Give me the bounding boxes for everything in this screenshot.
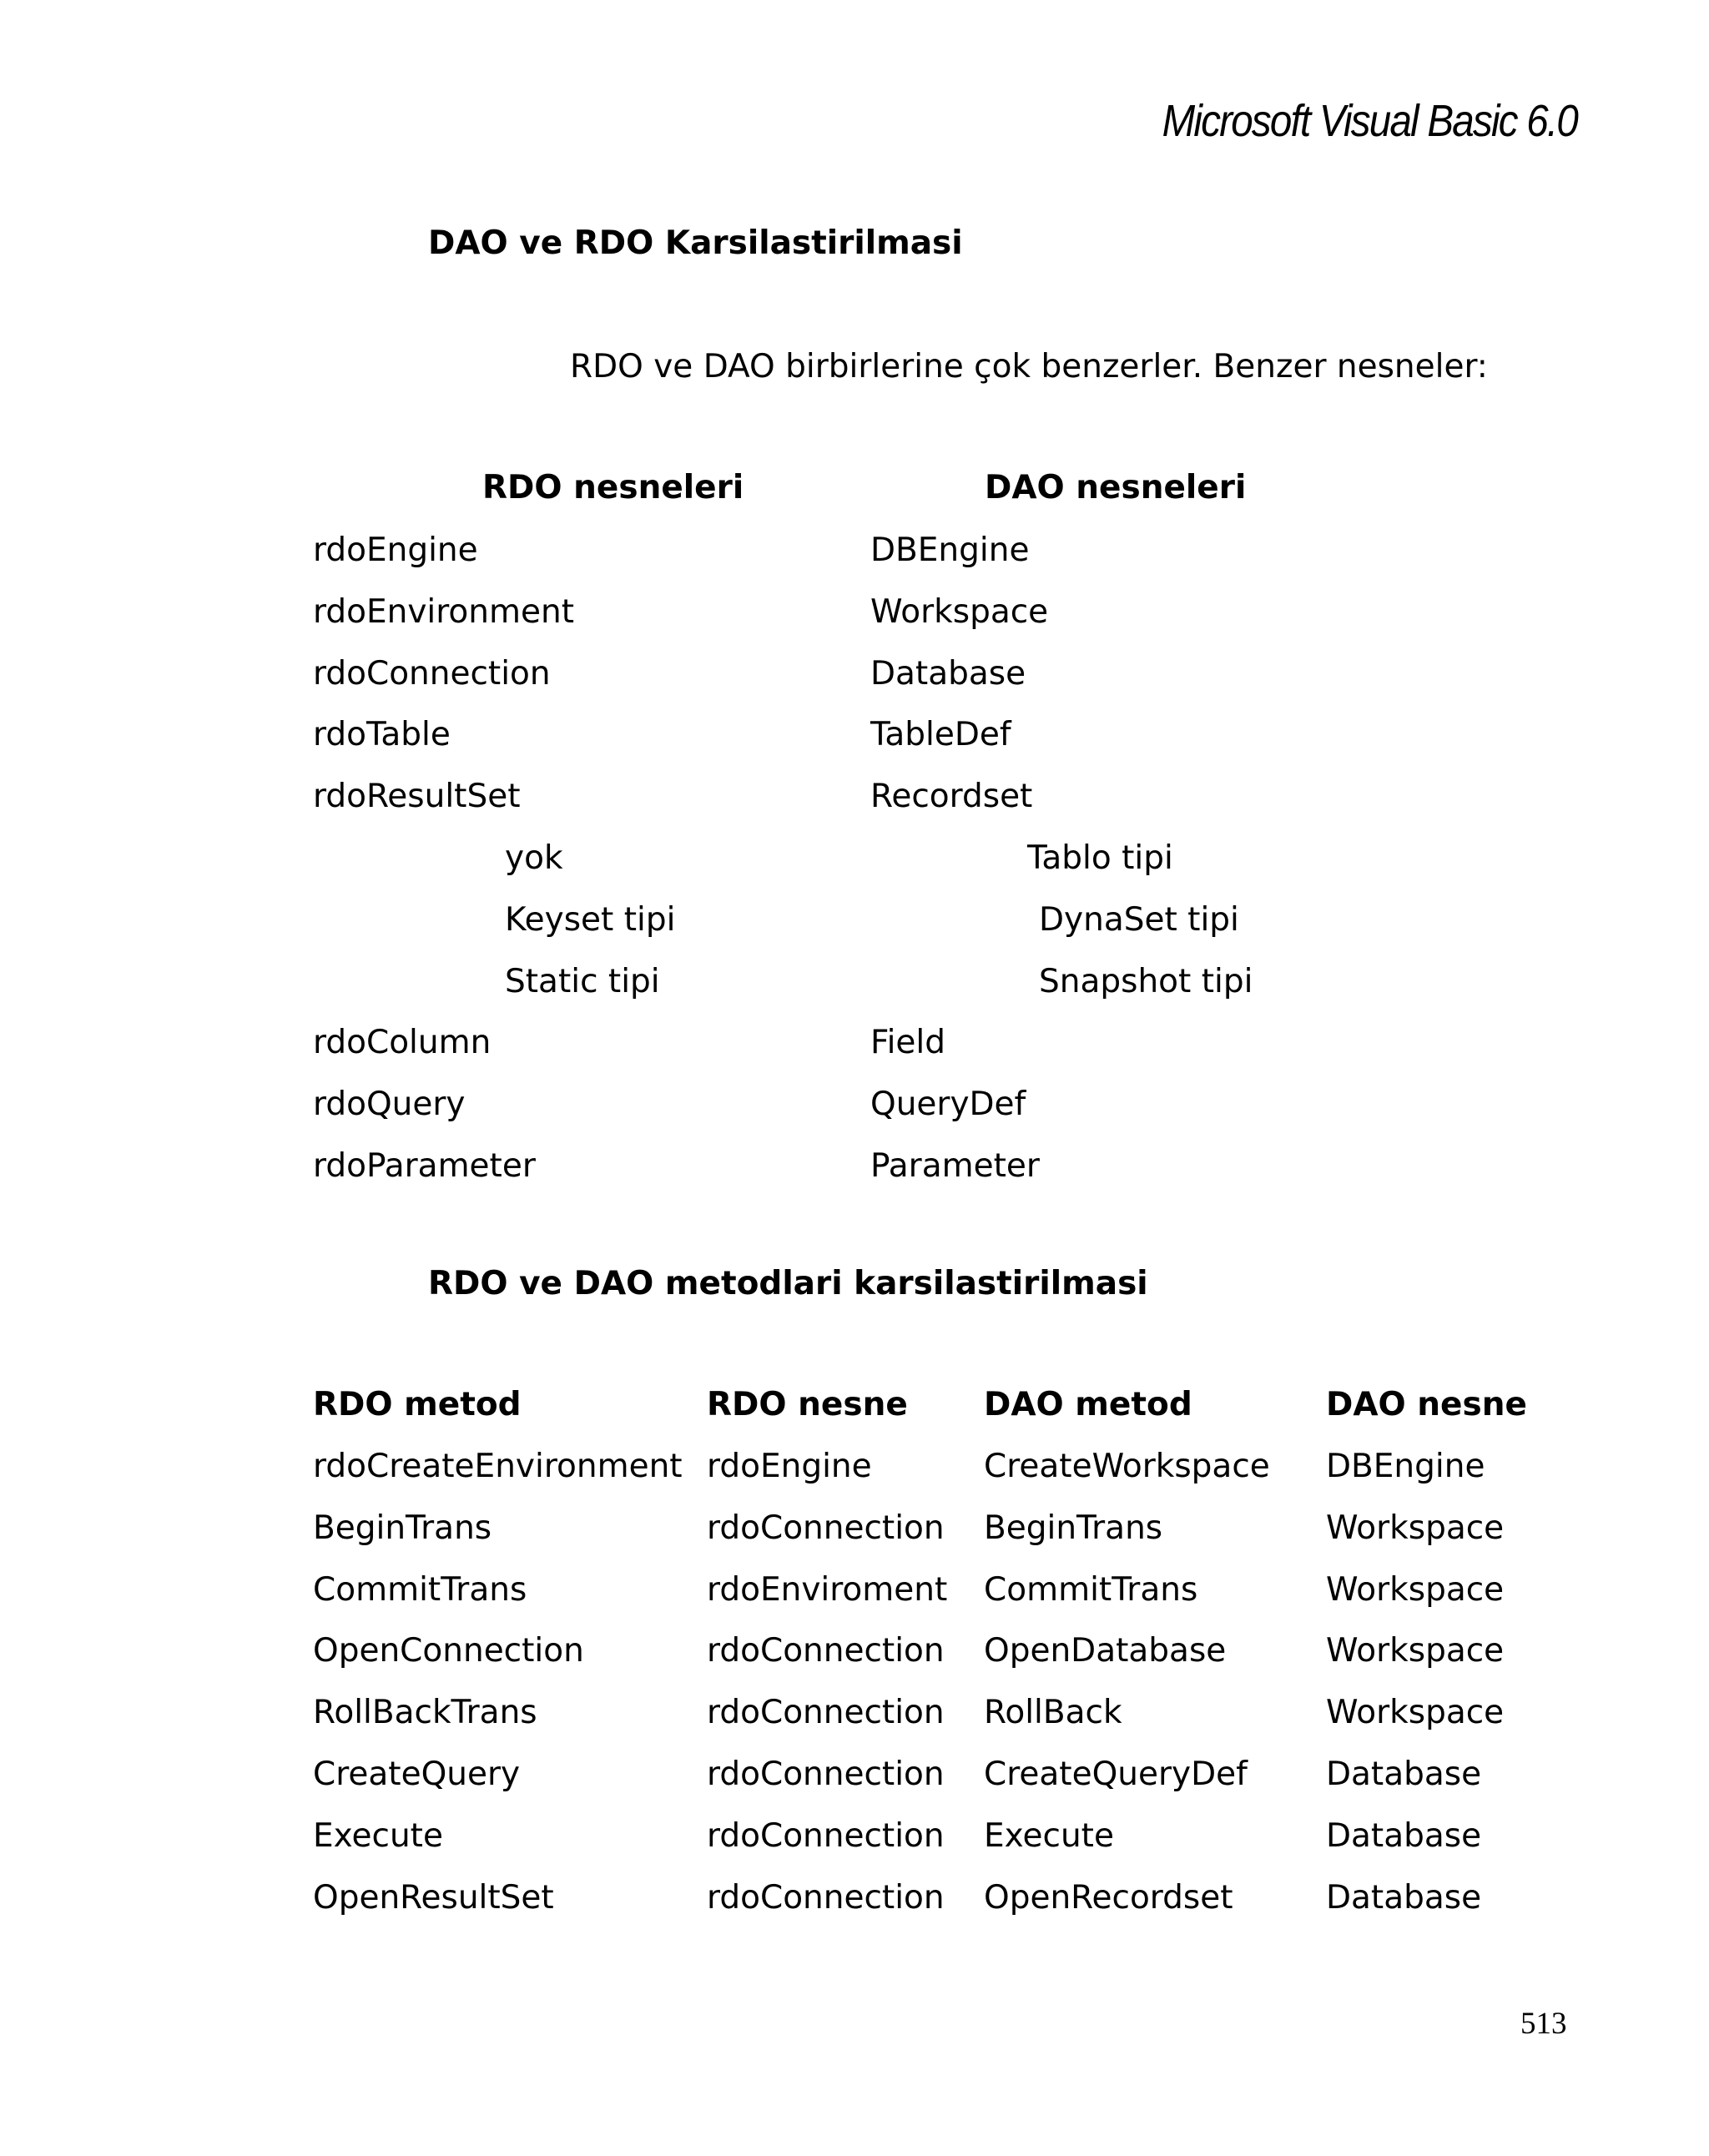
objects-row-dao: TableDef: [870, 716, 1011, 753]
objects-subrow-rdo: Static tipi: [505, 963, 660, 1000]
methods-cell-rdo-object: rdoConnection: [707, 1879, 945, 1917]
objects-row-rdo: rdoColumn: [313, 1024, 492, 1061]
methods-header-rdo-method: RDO metod: [313, 1386, 522, 1423]
methods-cell-dao-method: RollBack: [984, 1694, 1122, 1731]
objects-row-dao: Workspace: [870, 593, 1049, 631]
intro-paragraph: RDO ve DAO birbirlerine çok benzerler. Benzer nesneler:: [570, 348, 1488, 385]
methods-cell-dao-method: CreateQueryDef: [984, 1756, 1248, 1793]
methods-cell-rdo-object: rdoConnection: [707, 1756, 945, 1793]
methods-cell-rdo-method: rdoCreateEnvironment: [313, 1448, 683, 1485]
objects-header-rdo: RDO nesneleri: [482, 469, 744, 506]
methods-cell-rdo-method: RollBackTrans: [313, 1694, 537, 1731]
objects-row-dao: DBEngine: [870, 531, 1030, 569]
methods-header-dao-object: DAO nesne: [1326, 1386, 1527, 1423]
methods-cell-rdo-method: BeginTrans: [313, 1509, 492, 1547]
objects-header-dao: DAO nesneleri: [985, 469, 1247, 506]
methods-cell-dao-object: Database: [1326, 1879, 1482, 1917]
methods-cell-dao-method: OpenRecordset: [984, 1879, 1233, 1917]
objects-row-rdo: rdoParameter: [313, 1147, 536, 1185]
methods-cell-dao-method: CreateWorkspace: [984, 1448, 1270, 1485]
methods-cell-dao-object: Database: [1326, 1756, 1482, 1793]
section-title-comparison: DAO ve RDO Karsilastirilmasi: [428, 224, 963, 262]
methods-cell-dao-object: Workspace: [1326, 1509, 1505, 1547]
objects-subrow-dao: Snapshot tipi: [1039, 963, 1253, 1000]
methods-header-rdo-object: RDO nesne: [707, 1386, 908, 1423]
methods-cell-rdo-object: rdoConnection: [707, 1632, 945, 1670]
objects-row-rdo: rdoQuery: [313, 1086, 466, 1123]
objects-row-rdo: rdoTable: [313, 716, 451, 753]
methods-cell-rdo-method: OpenResultSet: [313, 1879, 554, 1917]
objects-row-rdo: rdoConnection: [313, 655, 551, 693]
methods-cell-dao-object: Workspace: [1326, 1632, 1505, 1670]
objects-row-dao: Parameter: [870, 1147, 1040, 1185]
objects-subrow-dao: Tablo tipi: [1027, 839, 1173, 877]
objects-subrow-dao: DynaSet tipi: [1039, 901, 1239, 939]
objects-row-dao: QueryDef: [870, 1086, 1026, 1123]
methods-cell-rdo-method: CreateQuery: [313, 1756, 521, 1793]
methods-cell-rdo-object: rdoConnection: [707, 1817, 945, 1855]
methods-cell-rdo-method: OpenConnection: [313, 1632, 584, 1670]
objects-row-rdo: rdoEngine: [313, 531, 478, 569]
methods-cell-rdo-method: CommitTrans: [313, 1571, 527, 1609]
methods-cell-rdo-object: rdoConnection: [707, 1509, 945, 1547]
methods-cell-rdo-object: rdoEnviroment: [707, 1571, 948, 1609]
methods-cell-rdo-object: rdoConnection: [707, 1694, 945, 1731]
methods-cell-dao-method: Execute: [984, 1817, 1114, 1855]
objects-row-dao: Recordset: [870, 778, 1033, 815]
objects-subrow-rdo: Keyset tipi: [505, 901, 676, 939]
methods-cell-rdo-method: Execute: [313, 1817, 443, 1855]
running-header: Microsoft Visual Basic 6.0: [1162, 96, 1577, 146]
objects-subrow-rdo: yok: [505, 839, 563, 877]
objects-row-dao: Database: [870, 655, 1026, 693]
methods-cell-dao-method: OpenDatabase: [984, 1632, 1227, 1670]
objects-row-rdo: rdoResultSet: [313, 778, 521, 815]
methods-cell-dao-object: Workspace: [1326, 1571, 1505, 1609]
methods-cell-dao-method: CommitTrans: [984, 1571, 1198, 1609]
page-number: 513: [1520, 2007, 1567, 2041]
methods-cell-dao-object: DBEngine: [1326, 1448, 1485, 1485]
methods-cell-dao-method: BeginTrans: [984, 1509, 1163, 1547]
methods-cell-rdo-object: rdoEngine: [707, 1448, 872, 1485]
section-title-methods: RDO ve DAO metodlari karsilastirilmasi: [428, 1265, 1148, 1302]
objects-row-rdo: rdoEnvironment: [313, 593, 574, 631]
methods-cell-dao-object: Database: [1326, 1817, 1482, 1855]
objects-row-dao: Field: [870, 1024, 946, 1061]
methods-cell-dao-object: Workspace: [1326, 1694, 1505, 1731]
methods-header-dao-method: DAO metod: [984, 1386, 1192, 1423]
